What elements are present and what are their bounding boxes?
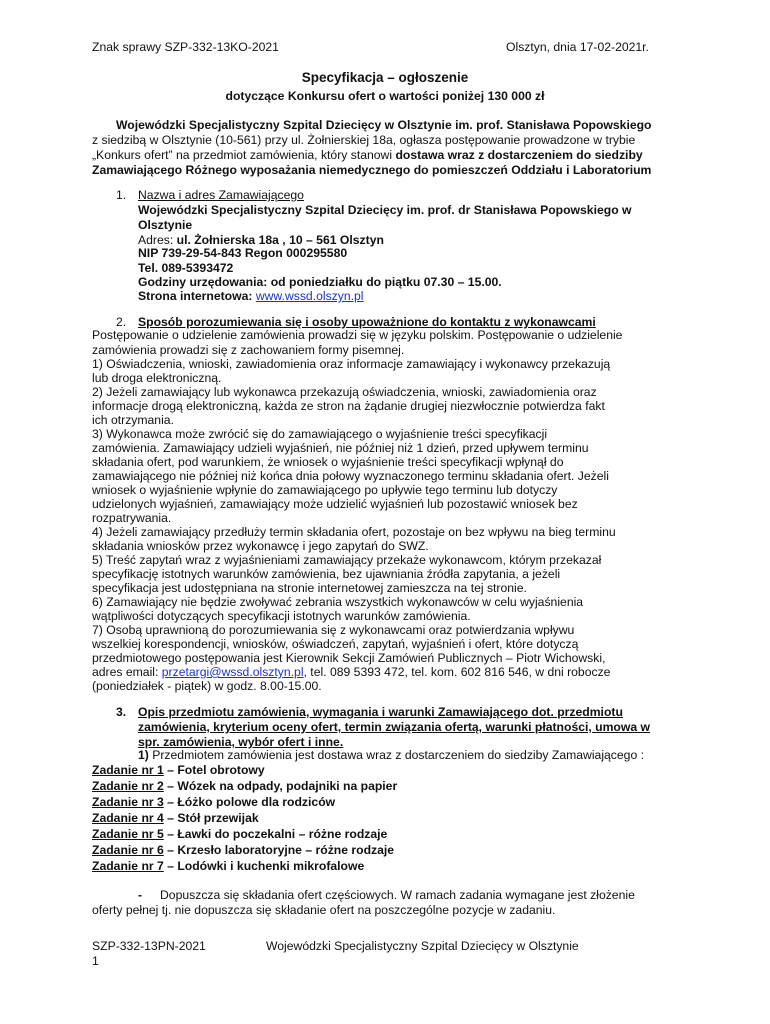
s2-line: zamówienia prowadzi się z zachowaniem formy pisemnej. — [92, 343, 405, 357]
telephone: Tel. 089-5393472 — [138, 261, 234, 275]
section-2-number: 2. — [116, 315, 127, 329]
footer-reference: SZP-332-13PN-2021 — [92, 939, 206, 953]
task-item: Zadanie nr 1 – Fotel obrotowy — [92, 763, 265, 777]
section-1-heading: Nazwa i adres Zamawiającego — [138, 188, 304, 202]
document-subtitle: dotyczące Konkursu ofert o wartości poniżej 130 000 zł — [225, 89, 545, 103]
website: Strona internetowa: www.wssd.olszyn.pl — [138, 289, 364, 303]
place-date: Olsztyn, dnia 17-02-2021r. — [506, 40, 649, 54]
task-item: Zadanie nr 2 – Wózek na odpady, podajniki na papier — [92, 779, 398, 793]
section-3-heading-1: Opis przedmiotu zamówienia, wymagania i warunki Zamawiającego dot. przedmiotu — [138, 705, 623, 719]
s2-line: udzielonych wyjaśnień, zamawiający może udzielić wyjaśnień lub pozostawić wniosek bez — [92, 497, 578, 511]
s2-line: informacje drogą elektroniczną, każda ze stron na żądanie drugiej niezwłocznie potwierdza fakt — [92, 399, 605, 413]
section-3-number: 3. — [116, 705, 127, 719]
case-reference: Znak sprawy SZP-332-13KO-2021 — [92, 40, 279, 54]
task-item: Zadanie nr 7 – Lodówki i kuchenki mikrofalowe — [92, 859, 365, 873]
zamawiajacy-name-1: Wojewódzki Specjalistyczny Szpital Dziecięcy im. prof. dr Stanisława Popowskiego w — [138, 203, 632, 217]
task-item: Zadanie nr 4 – Stół przewijak — [92, 811, 259, 825]
s2-line: specyfikacja jest udostępniana na stronie internetowej zamieszcza na tej stronie. — [92, 581, 527, 595]
s2-line: składania ofert, pod warunkiem, że wniosek o wyjaśnienie treści specyfikacji wpłynął do — [92, 455, 564, 469]
s2-line: 2) Jeżeli zamawiający lub wykonawca przekazują oświadczenia, wnioski, zawiadomienia oraz — [92, 385, 597, 399]
s2-line: 1) Oświadczenia, wnioski, zawiadomienia oraz informacje zamawiający i wykonawcy przekazują — [92, 357, 611, 371]
s2-line: rozpatrywania. — [92, 511, 172, 525]
page-number: 1 — [92, 954, 99, 968]
s2-line: (poniedziałek - piątek) w godz. 8.00-15.00. — [92, 679, 322, 693]
s2-line: 3) Wykonawca może zwrócić się do zamawiającego o wyjaśnienie treści specyfikacji — [92, 427, 548, 441]
office-hours: Godziny urzędowania: od poniedziałku do piątku 07.30 – 15.00. — [138, 275, 502, 289]
section-3-heading-3: spr. zamówienia, wybór ofert i inne. — [138, 735, 344, 749]
s2-line: zamawiającego nie później niż końca dnia połowy wyznaczonego terminu składania ofert. Jeżeli — [92, 469, 609, 483]
note-line-1: Dopuszcza się składania ofert częściowych. W ramach zadania wymagane jest złożenie — [160, 888, 635, 902]
s2-line: przedmiotowego postępowania jest Kierownik Sekcji Zamówień Publicznych – Piotr Wichowski, — [92, 651, 606, 665]
note-line-2: oferty pełnej tj. nie dopuszcza się składanie ofert na poszczególne pozycje w zadaniu. — [92, 903, 556, 917]
note-dash: - — [138, 888, 143, 902]
s2-line: ich otrzymania. — [92, 413, 174, 427]
zamawiajacy-name-2: Olsztynie — [138, 218, 193, 232]
website-link[interactable]: www.wssd.olszyn.pl — [255, 289, 364, 303]
section-3-heading-2: zamówienia, kryterium oceny ofert, termin związania ofertą, warunki płatności, umowa w — [138, 720, 651, 734]
s2-line: 5) Treść zapytań wraz z wyjaśnieniami zamawiający przekaże wykonawcom, którym przekazał — [92, 553, 602, 567]
section-2-heading: Sposób porozumiewania się i osoby upoważnione do kontaktu z wykonawcami — [138, 315, 596, 329]
section-1-number: 1. — [116, 188, 127, 202]
intro-line-2: z siedzibą w Olsztynie (10-561) przy ul. Żołnierskiej 18a, ogłasza postępowanie prowadzone w trybie — [92, 133, 636, 147]
email-link[interactable]: przetargi@wssd.olsztyn.pl — [161, 665, 304, 679]
s2-email-line: adres email: przetargi@wssd.olsztyn.pl, tel. 089 5393 472, tel. kom. 602 816 546, w dni robocze — [92, 665, 611, 679]
nip-regon: NIP 739-29-54-843 Regon 000295580 — [138, 246, 348, 260]
s2-line: 7) Osobą uprawnioną do porozumiewania się z wykonawcami oraz potwierdzania wpływu — [92, 623, 575, 637]
s2-line: wniosek o wyjaśnienie wpłynie do zamawiającego po upływie tego terminu lub dotyczy — [92, 483, 558, 497]
task-item: Zadanie nr 3 – Łóżko polowe dla rodziców — [92, 795, 336, 809]
document-title: Specyfikacja – ogłoszenie — [301, 70, 469, 85]
s2-line: 4) Jeżeli zamawiający przedłuży termin składania ofert, pozostaje on bez wpływu na bieg terminu — [92, 525, 616, 539]
s3-item-1: 1) Przedmiotem zamówienia jest dostawa wraz z dostarczeniem do siedziby Zamawiającego : — [138, 748, 645, 762]
s2-line: wątpliwości dotyczących specyfikacji istotnych warunków zamówienia. — [92, 609, 471, 623]
intro-line-1: Wojewódzki Specjalistyczny Szpital Dziecięcy w Olsztynie im. prof. Stanisława Popowskiego — [116, 118, 652, 132]
task-item: Zadanie nr 5 – Ławki do poczekalni – różne rodzaje — [92, 827, 388, 841]
s2-line: zamówienia. Zamawiający udzieli wyjaśnień, nie później niż 1 dzień, przed upływem terminu — [92, 441, 589, 455]
s2-line: lub droga elektroniczną. — [92, 371, 222, 385]
address: Adres: ul. Żołnierska 18a , 10 – 561 Olsztyn — [138, 233, 384, 247]
s2-line: specyfikację istotnych warunków zamówienia, bez ujawniania źródła zapytania, a jeżeli — [92, 567, 561, 581]
s2-line: 6) Zamawiający nie będzie zwoływać zebrania wszystkich wykonawców w celu wyjaśnienia — [92, 595, 584, 609]
s2-line: wszelkiej korespondencji, wniosków, oświadczeń, zapytań, wyjaśnień i ofert, które dotyczą — [92, 637, 579, 651]
footer-organization: Wojewódzki Specjalistyczny Szpital Dziecięcy w Olsztynie — [266, 939, 579, 953]
s2-line: Postępowanie o udzielenie zamówienia prowadzi się w języku polskim. Postępowanie o udzielenie — [92, 328, 623, 342]
s2-line: składania wniosków przez wykonawcę i jego zapytań do SWZ. — [92, 539, 429, 553]
intro-line-3: „Konkurs ofert” na przedmiot zamówienia, który stanowi dostawa wraz z dostarczeniem do siedziby — [92, 148, 643, 162]
task-item: Zadanie nr 6 – Krzesło laboratoryjne – różne rodzaje — [92, 843, 395, 857]
intro-line-4: Zamawiającego Różnego wyposażania niemedycznego do pomieszczeń Oddziału i Laboratorium — [92, 163, 652, 177]
